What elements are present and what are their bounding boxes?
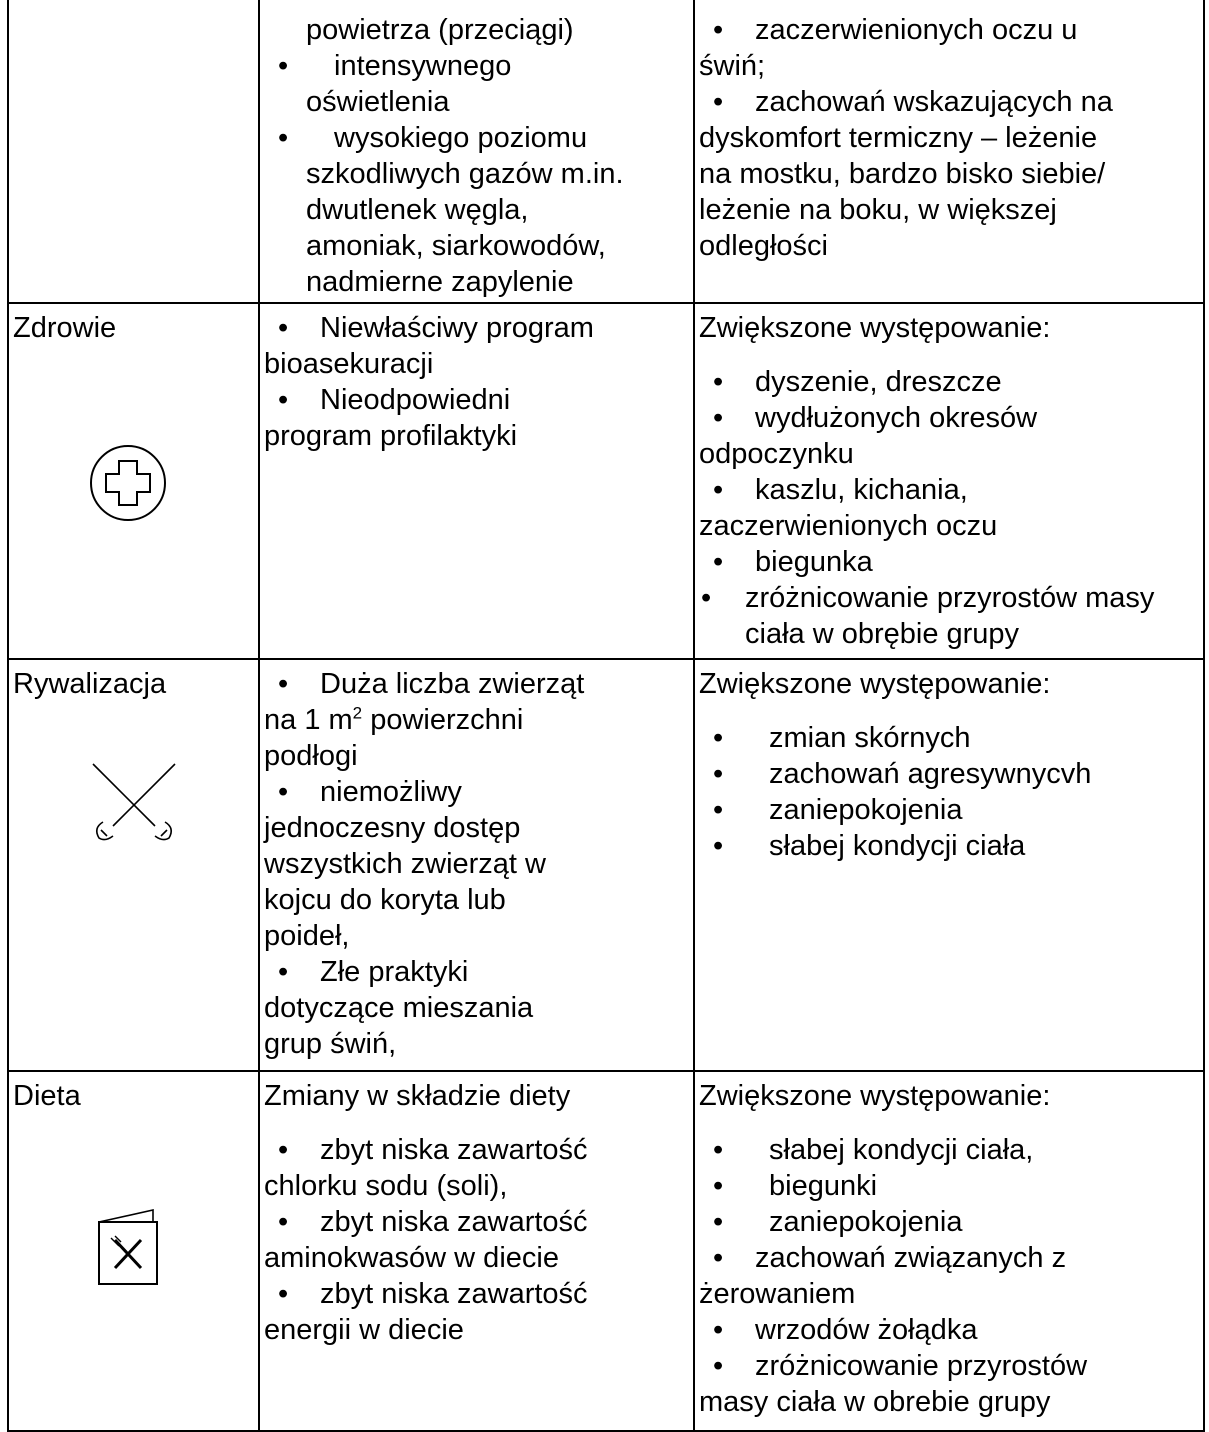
bullet-icon: • xyxy=(278,122,289,154)
bullet-icon: • xyxy=(713,546,724,578)
text-line xyxy=(264,1312,689,1348)
text-line xyxy=(699,120,1199,156)
line-text: zbyt niska zawartość xyxy=(320,1134,588,1166)
line-text: aminokwasów w diecie xyxy=(264,1242,559,1274)
line-text: dotyczące mieszania xyxy=(264,992,534,1024)
medical-cross-icon xyxy=(83,438,173,528)
bullet-icon: • xyxy=(278,1206,289,1238)
line-text: grup świń, xyxy=(264,1028,397,1060)
bullet-item xyxy=(699,792,1199,828)
line-text: zaniepokojenia xyxy=(769,794,963,826)
line-text: Nieodpowiedni xyxy=(320,384,511,416)
bullet-icon: • xyxy=(713,1314,724,1346)
text-line xyxy=(699,616,1199,652)
line-text: zbyt niska zawartość xyxy=(320,1278,588,1310)
bullet-icon: • xyxy=(713,830,724,862)
category-cell xyxy=(8,303,259,659)
text-line xyxy=(699,1276,1199,1312)
text-line xyxy=(264,1026,689,1062)
line-text: kaszlu, kichania, xyxy=(755,474,968,506)
line-text: zachowań wskazujących na xyxy=(755,86,1113,118)
bullet-icon: • xyxy=(713,1134,724,1166)
bullet-icon: • xyxy=(713,474,724,506)
bullet-item xyxy=(699,1168,1199,1204)
line-text: jednoczesny dostęp xyxy=(264,812,521,844)
superscript: 2 xyxy=(352,703,363,723)
bullet-icon: • xyxy=(713,794,724,826)
line-text: słabej kondycji ciała xyxy=(769,830,1026,862)
effects-cell xyxy=(694,0,1204,303)
bullet-item xyxy=(699,1132,1199,1168)
effects-cell xyxy=(694,1071,1204,1431)
causes-cell xyxy=(259,0,694,303)
line-text: ciała w obrębie grupy xyxy=(745,618,1020,650)
bullet-item xyxy=(264,1132,689,1168)
line-text: żerowaniem xyxy=(699,1278,856,1310)
bullet-item xyxy=(699,756,1199,792)
text-line xyxy=(264,346,689,382)
category-cell xyxy=(8,1071,259,1431)
line-text-after: powierzchni xyxy=(362,704,524,736)
line-text: intensywnego xyxy=(334,50,512,82)
crossed-swords-icon xyxy=(89,760,179,850)
table-row xyxy=(8,659,1204,1071)
bullet-icon: • xyxy=(713,402,724,434)
effects-cell xyxy=(694,659,1204,1071)
bullet-item xyxy=(699,472,1199,508)
category-cell xyxy=(8,0,259,303)
bullet-icon: • xyxy=(278,776,289,808)
text-line xyxy=(264,918,689,954)
bullet-icon: • xyxy=(713,86,724,118)
line-text: biegunka xyxy=(755,546,873,578)
line-text: zmian skórnych xyxy=(769,722,971,754)
bullet-item xyxy=(699,1348,1199,1384)
line-text: zbyt niska zawartość xyxy=(320,1206,588,1238)
menu-card-icon xyxy=(95,1208,165,1288)
line-text: zaczerwienionych oczu xyxy=(699,510,998,542)
bullet-item xyxy=(264,382,689,418)
causes-cell xyxy=(259,303,694,659)
bullet-icon: • xyxy=(278,668,289,700)
line-text: wydłużonych okresów xyxy=(755,402,1038,434)
text-line xyxy=(264,264,689,300)
line-text: chlorku sodu (soli), xyxy=(264,1170,508,1202)
line-text: zachowań agresywnycvh xyxy=(769,758,1092,790)
table-row xyxy=(8,1071,1204,1431)
line-text: wrzodów żołądka xyxy=(755,1314,978,1346)
bullet-icon: • xyxy=(713,1350,724,1382)
text-line xyxy=(264,228,689,264)
bullet-icon: • xyxy=(278,1134,289,1166)
bullet-item xyxy=(699,1312,1199,1348)
text-line xyxy=(699,156,1199,192)
bullet-icon: • xyxy=(713,722,724,754)
text-line xyxy=(699,436,1199,472)
intro-text: Zwiększone występowanie: xyxy=(699,668,1051,700)
bullet-item xyxy=(264,1204,689,1240)
bullet-item xyxy=(264,666,689,702)
text-line xyxy=(699,228,1199,264)
line-text: niemożliwy xyxy=(320,776,462,808)
text-line xyxy=(264,738,689,774)
text-line xyxy=(699,1384,1199,1420)
bullet-icon: • xyxy=(278,312,289,344)
intro-text: Zwiększone występowanie: xyxy=(699,312,1051,344)
text-line xyxy=(264,12,689,48)
line-text: Złe praktyki xyxy=(320,956,469,988)
bullet-icon: • xyxy=(278,50,289,82)
line-text: na mostku, bardzo bisko siebie/ xyxy=(699,158,1106,190)
bullet-item xyxy=(264,310,689,346)
bullet-item xyxy=(264,774,689,810)
bullet-icon: • xyxy=(701,582,712,614)
line-text: energii w diecie xyxy=(264,1314,464,1346)
text-line xyxy=(264,882,689,918)
line-text: dyskomfort termiczny – leżenie xyxy=(699,122,1098,154)
bullet-icon: • xyxy=(278,956,289,988)
bullet-item xyxy=(699,1240,1199,1276)
line-text: wysokiego poziomu xyxy=(334,122,588,154)
bullet-item xyxy=(699,364,1199,400)
text-line xyxy=(264,702,689,738)
intro-text: Zmiany w składzie diety xyxy=(264,1080,571,1112)
bullet-item xyxy=(699,1204,1199,1240)
bullet-item xyxy=(264,954,689,990)
line-text: zachowań związanych z xyxy=(755,1242,1067,1274)
text-line xyxy=(264,810,689,846)
line-text: podłogi xyxy=(264,740,358,772)
category-label: Dieta xyxy=(13,1080,81,1112)
bullet-icon: • xyxy=(713,1170,724,1202)
table-row xyxy=(8,303,1204,659)
causes-cell xyxy=(259,1071,694,1431)
line-text: masy ciała w obrebie grupy xyxy=(699,1386,1051,1418)
line-text: amoniak, siarkowodów, xyxy=(306,230,606,262)
bullet-item xyxy=(699,84,1199,120)
bullet-icon: • xyxy=(713,758,724,790)
causes-cell xyxy=(259,659,694,1071)
text-line xyxy=(264,846,689,882)
line-text: zróżnicowanie przyrostów xyxy=(755,1350,1088,1382)
bullet-icon: • xyxy=(713,366,724,398)
line-text: biegunki xyxy=(769,1170,878,1202)
line-text: szkodliwych gazów m.in. xyxy=(306,158,624,190)
category-label: Zdrowie xyxy=(13,312,117,344)
text-line xyxy=(699,508,1199,544)
bullet-item xyxy=(699,12,1199,48)
bullet-item xyxy=(264,48,689,84)
bullet-icon: • xyxy=(278,384,289,416)
bullet-icon: • xyxy=(713,14,724,46)
bullet-item xyxy=(699,544,1199,580)
bullet-icon: • xyxy=(713,1206,724,1238)
intro-text: Zwiększone występowanie: xyxy=(699,1080,1051,1112)
text-line xyxy=(264,156,689,192)
line-text: Duża liczba zwierząt xyxy=(320,668,585,700)
category-label: Rywalizacja xyxy=(13,668,167,700)
line-text: odległości xyxy=(699,230,828,262)
text-line xyxy=(264,990,689,1026)
text-line xyxy=(264,84,689,120)
text-line xyxy=(699,48,1199,84)
line-text: nadmierne zapylenie xyxy=(306,266,574,298)
bullet-item xyxy=(264,120,689,156)
bullet-item xyxy=(699,400,1199,436)
bullet-item xyxy=(699,828,1199,864)
category-cell xyxy=(8,659,259,1071)
line-text: bioasekuracji xyxy=(264,348,434,380)
text-line xyxy=(699,192,1199,228)
line-text: Niewłaściwy program xyxy=(320,312,594,344)
welfare-table xyxy=(7,0,1205,1432)
line-text: zróżnicowanie przyrostów masy xyxy=(745,582,1155,614)
line-text: poideł, xyxy=(264,920,350,952)
line-text: powietrza (przeciągi) xyxy=(306,14,574,46)
line-text: dyszenie, dreszcze xyxy=(755,366,1002,398)
line-text: zaniepokojenia xyxy=(769,1206,963,1238)
line-text: na 1 m xyxy=(264,704,353,736)
line-text: leżenie na boku, w większej xyxy=(699,194,1057,226)
text-line xyxy=(264,1168,689,1204)
text-line xyxy=(264,1240,689,1276)
line-text: oświetlenia xyxy=(306,86,450,118)
bullet-icon: • xyxy=(278,1278,289,1310)
effects-cell xyxy=(694,303,1204,659)
line-text: program profilaktyki xyxy=(264,420,518,452)
line-text: dwutlenek węgla, xyxy=(306,194,529,226)
line-text: zaczerwienionych oczu u xyxy=(755,14,1078,46)
text-line xyxy=(264,418,689,454)
line-text: wszystkich zwierząt w xyxy=(264,848,546,880)
text-line xyxy=(264,192,689,228)
bullet-item xyxy=(699,580,1199,616)
line-text: słabej kondycji ciała, xyxy=(769,1134,1034,1166)
line-text: odpoczynku xyxy=(699,438,854,470)
line-text: świń; xyxy=(699,50,766,82)
bullet-item xyxy=(264,1276,689,1312)
table-row xyxy=(8,0,1204,303)
bullet-icon: • xyxy=(713,1242,724,1274)
bullet-item xyxy=(699,720,1199,756)
line-text: kojcu do koryta lub xyxy=(264,884,506,916)
